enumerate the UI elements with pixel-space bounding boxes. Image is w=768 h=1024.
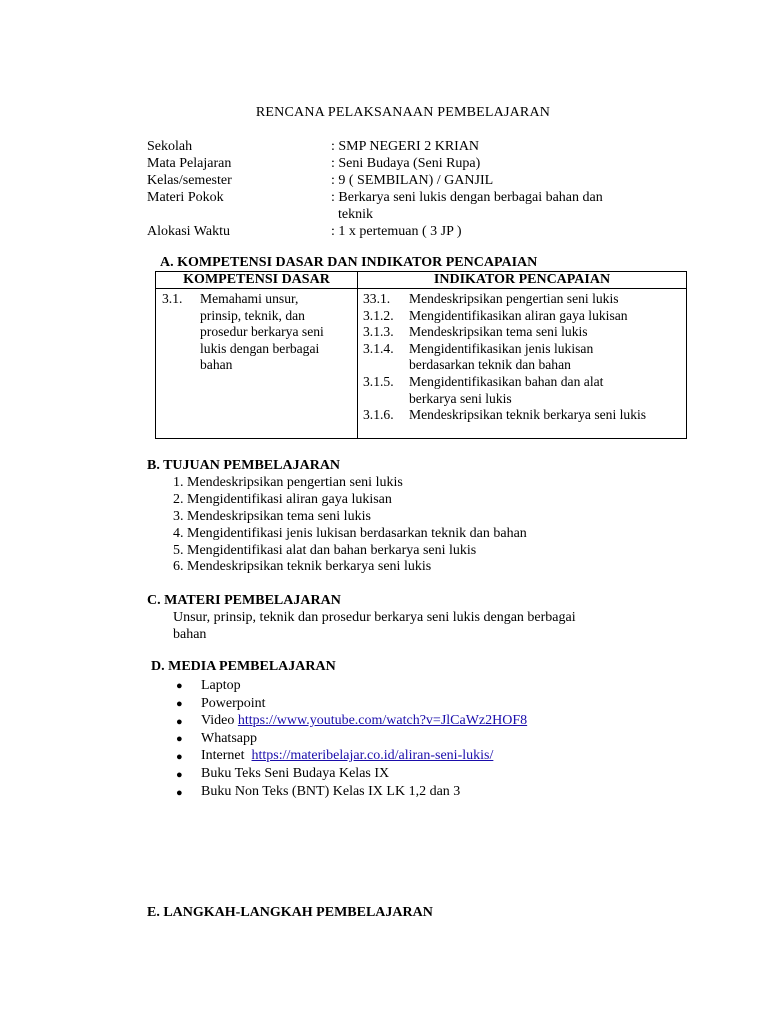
media-item-label: Internet: [201, 748, 252, 763]
kd-line: Memahami unsur,: [200, 291, 299, 306]
indicator-cell: [358, 289, 687, 439]
bullet-dot-icon: ●: [176, 733, 183, 745]
media-item: Laptop: [201, 678, 241, 693]
indicator-number: 3.1.2.: [363, 307, 394, 323]
indicator-text: Mengidentifikasikan aliran gaya lukisan: [409, 307, 628, 323]
bullet-dot-icon: ●: [176, 769, 183, 781]
media-item: Powerpoint: [201, 696, 266, 711]
indicator-number: 3.1.4.: [363, 340, 394, 356]
info-value-materi: : Berkarya seni lukis dengan berbagai bahan dan: [331, 190, 603, 205]
indicator-item: [363, 407, 686, 424]
indicator-text: Mengidentifikasikan jenis lukisan: [409, 340, 594, 356]
materibelajar-link[interactable]: https://materibelajar.co.id/aliran-seni-lukis/: [251, 748, 494, 763]
media-item-label: Video: [201, 713, 238, 728]
indicator-item: [363, 308, 686, 325]
bullet-dot-icon: ●: [176, 680, 183, 692]
indicator-text: Mengidentifikasikan bahan dan alat: [409, 373, 604, 389]
indicator-text: berdasarkan teknik dan bahan: [409, 357, 571, 373]
indicator-text: Mendeskripsikan tema seni lukis: [409, 324, 588, 340]
material-text-cont: bahan: [173, 627, 207, 642]
indicator-item: [363, 291, 686, 308]
objective-item: 2. Mengidentifikasi aliran gaya lukisan: [173, 492, 392, 507]
media-item: Buku Teks Seni Budaya Kelas IX: [201, 766, 390, 781]
info-label-materi: Materi Pokok: [147, 190, 224, 205]
indicator-number: 3.1.3.: [363, 324, 394, 340]
info-label-sekolah: Sekolah: [147, 139, 193, 154]
indicator-text: berkarya seni lukis: [409, 390, 512, 406]
bullet-dot-icon: ●: [176, 716, 183, 728]
document-title: RENCANA PELAKSANAAN PEMBELAJARAN: [255, 105, 551, 120]
kd-number: 3.1.: [162, 291, 183, 306]
bullet-dot-icon: ●: [176, 698, 183, 710]
media-item: Whatsapp: [201, 731, 257, 746]
indicator-number: 33.1.: [363, 291, 391, 306]
kd-line: prosedur berkarya seni: [200, 324, 324, 340]
section-a-heading: A. KOMPETENSI DASAR DAN INDIKATOR PENCAPAIAN: [160, 255, 538, 270]
section-e-heading: E. LANGKAH-LANGKAH PEMBELAJARAN: [147, 905, 433, 920]
bullet-dot-icon: ●: [176, 751, 183, 763]
media-item: [201, 712, 527, 729]
table-header-indikator: INDIKATOR PENCAPAIAN: [358, 272, 687, 289]
kd-text: [200, 291, 357, 374]
media-item: [201, 747, 493, 764]
indicator-text: Mendeskripsikan pengertian seni lukis: [409, 291, 619, 306]
indicator-number: 3.1.5.: [363, 373, 394, 389]
objective-item: 6. Mendeskripsikan teknik berkarya seni lukis: [173, 559, 432, 574]
info-value-alokasi: : 1 x pertemuan ( 3 JP ): [331, 224, 462, 239]
kd-line: lukis dengan berbagai: [200, 340, 320, 356]
info-label-mapel: Mata Pelajaran: [147, 156, 232, 171]
indicator-text: Mendeskripsikan teknik berkarya seni lukis: [409, 407, 647, 423]
info-label-kelas: Kelas/semester: [147, 173, 232, 188]
kd-line: bahan: [200, 357, 233, 373]
kd-cell: [156, 289, 358, 439]
material-text: Unsur, prinsip, teknik dan prosedur berkarya seni lukis dengan berbagai: [173, 610, 576, 625]
objective-item: 4. Mengidentifikasi jenis lukisan berdasarkan teknik dan bahan: [173, 526, 527, 541]
kd-line: prinsip, teknik, dan: [200, 307, 305, 323]
bullet-dot-icon: ●: [176, 787, 183, 799]
objective-item: 3. Mendeskripsikan tema seni lukis: [173, 509, 371, 524]
section-b-heading: B. TUJUAN PEMBELAJARAN: [147, 458, 341, 473]
indicator-item: [363, 324, 686, 341]
section-c-heading: C. MATERI PEMBELAJARAN: [147, 593, 341, 608]
info-label-alokasi: Alokasi Waktu: [147, 224, 230, 239]
table-header-kd: KOMPETENSI DASAR: [156, 272, 358, 289]
indicator-item: [363, 374, 686, 407]
objective-item: 5. Mengidentifikasi alat dan bahan berkarya seni lukis: [173, 543, 477, 558]
indicator-item: [363, 341, 686, 374]
info-value-materi-cont: teknik: [338, 207, 373, 222]
competency-table: [155, 271, 687, 439]
info-value-sekolah: : SMP NEGERI 2 KRIAN: [331, 139, 480, 154]
info-value-mapel: : Seni Budaya (Seni Rupa): [331, 156, 481, 171]
youtube-link[interactable]: https://www.youtube.com/watch?v=JlCaWz2HOF8: [237, 713, 528, 728]
section-d-heading: D. MEDIA PEMBELAJARAN: [151, 659, 336, 674]
objective-item: 1. Mendeskripsikan pengertian seni lukis: [173, 475, 403, 490]
info-value-kelas: : 9 ( SEMBILAN) / GANJIL: [331, 173, 494, 188]
media-item: Buku Non Teks (BNT) Kelas IX LK 1,2 dan 3: [201, 784, 461, 799]
indicator-number: 3.1.6.: [363, 407, 394, 423]
